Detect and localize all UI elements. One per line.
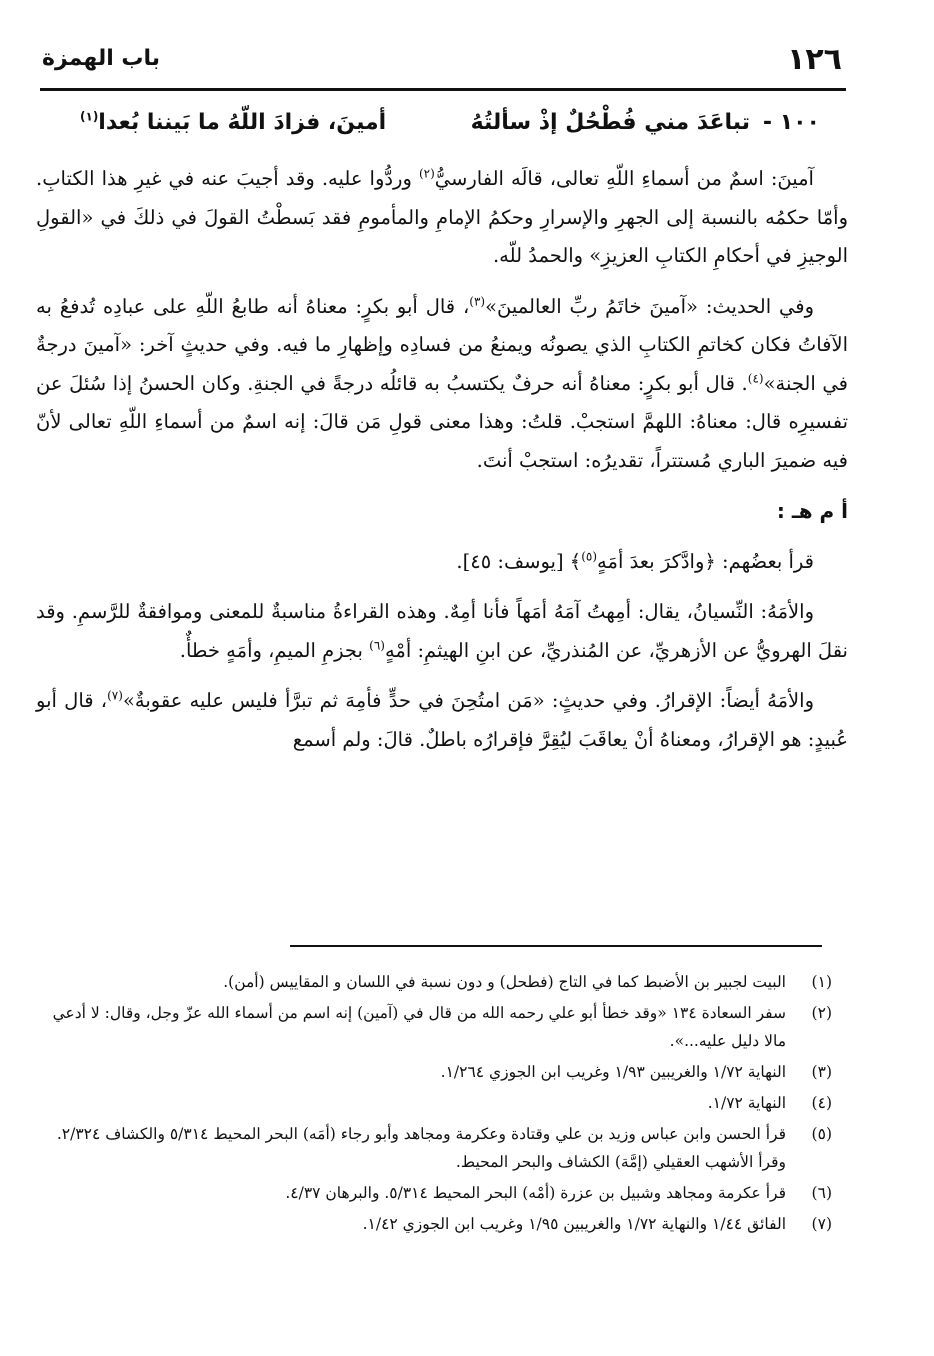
paragraph-text: قرأ بعضُهم: ﴿وادَّكرَ بعدَ أمَهٍ	[597, 549, 814, 573]
footnote-ref-4: (٤)	[747, 371, 764, 385]
footnote-text: سفر السعادة ١٣٤ «وقد خطأ أبو علي رحمه الله من قال في (آمين) إنه اسم من أسماء الله عزّ وجل، وقال: لا أدعي مالا دليل عليه...».	[52, 1004, 786, 1050]
footnote-item	[36, 1179, 832, 1207]
paragraph-text: آمينَ: اسمٌ من أسماءِ اللّهِ تعالى، قالَه الفارسيُّ	[434, 167, 814, 190]
footnote-item	[36, 1210, 832, 1238]
paragraph-forgetting	[36, 593, 848, 670]
header-rule	[40, 88, 846, 91]
verse-first-hemistich: تباعَدَ مني فُطْحُلٌ إذْ سألتُهُ	[470, 110, 750, 135]
footnote-number: (٣)	[811, 1063, 832, 1081]
chapter-title: باب الهمزة	[42, 46, 161, 71]
paragraph-text: والأمَهُ: النِّسيانُ، يقال: أمِهتُ آمَهُ أمَهاً فأنا أمِهٌ. وهذه القراءةُ مناسبةٌ للمعنى وموافقةٌ للرَّسمِ. وقد نقلَ الهرويُّ عن الأزهريِّ، عن المُنذريِّ، عن ابنِ الهيثمِ: أمْهٍ	[36, 600, 848, 662]
footnote-ref-3: (٣)	[469, 294, 486, 308]
verse-second-hemistich	[80, 110, 386, 135]
paragraph-text: ، قال أبو عُبيدٍ: هو الإقرارُ، ومعناهُ أنْ يعاقَبَ ليُقِرَّ فإقرارُه باطلٌ. قالَ: ولم أسمع	[36, 689, 848, 751]
paragraph-text: وردُّوا عليه. وقد أجيبَ عنه في غيرِ هذا الكتابِ. وأمّا حكمُه بالنسبة إلى الجهرِ والإسرارِ وحكمُ الإمامِ والمأمومِ فقد بَسطْتُ القولَ في ذلكَ في «القولِ الوجيزِ في أحكامِ الكتابِ العزيزِ» والحمدُ للّه.	[36, 167, 848, 267]
footnote-number: (٥)	[811, 1125, 832, 1143]
paragraph-text: ﴾ [يوسف: ٤٥].	[456, 549, 582, 573]
page-header	[42, 36, 842, 80]
footnote-ref-5: (٥)	[581, 549, 598, 563]
footnote-text: الفائق ١/٤٤ والنهاية ١/٧٢ والغريبين ١/٩٥ وغريب ابن الجوزي ١/٤٢.	[362, 1215, 786, 1233]
paragraph-text: . قال أبو بكرٍ: معناهُ أنه حرفٌ يكتسبُ به قائلُه درجةً في الجنةِ. وكان الحسنُ إذا سُئلَ عن تفسيرِه قال: معناهُ: اللهمَّ استجبْ. قلتُ: وهذا معنى قولِ مَن قالَ: إنه اسمٌ من أسماءِ اللّهِ تعالى لأنّ فيه ضميرَ الباري مُستتراً، تقديرُه: استجبْ أنتَ.	[36, 371, 848, 472]
paragraph-text: والأمَهُ أيضاً: الإقرارُ. وفي حديثٍ: «مَن امتُحِنَ في حدٍّ فأمِهَ ثم تبرَّأ فليس عليه عقوبةٌ»	[122, 689, 814, 712]
paragraph-amin	[36, 160, 848, 276]
root-heading: أ م هـ :	[776, 499, 848, 523]
footnote-ref-6: (٦)	[369, 638, 385, 652]
footnote-ref-1: (١)	[80, 109, 99, 124]
paragraph-text: وفي الحديث: «آمينَ خاتَمُ ربِّ العالمينَ»	[485, 294, 814, 318]
paragraph-confession	[36, 682, 848, 759]
footnote-text: البيت لجبير بن الأضبط كما في التاج (فطحل) و دون نسبة في اللسان و المقاييس (أمن).	[223, 973, 786, 991]
footnote-number: (١)	[811, 973, 832, 991]
footnote-item	[36, 1120, 832, 1176]
paragraph-text: ، قال أبو بكرٍ: معناهُ أنه طابعُ اللّهِ على عبادِه تُدفعُ به الآفاتُ فكان كخاتمِ الكتابِ الذي يصونُه ويمنعُ من فسادِه وإظهارِ ما فيه. وفي حديثٍ آخر: «آمينَ درجةٌ في الجنة»	[36, 294, 848, 395]
footnote-item	[36, 968, 832, 996]
footnote-item	[36, 999, 832, 1055]
footnote-text: قرأ الحسن وابن عباس وزيد بن علي وقتادة وعكرمة ومجاهد وأبو رجاء (أمَه) البحر المحيط ٥/٣١٤ والكشاف ٢/٣٢٤. وقرأ الأشهب العقيلي (إمَّة) الكشاف والبحر المحيط.	[56, 1125, 786, 1171]
footnote-number: (٧)	[811, 1215, 832, 1233]
paragraph-text: بجزمِ الميمِ، وأمَهٍ خطأٌ.	[179, 638, 370, 662]
footnote-text: قرأ عكرمة ومجاهد وشبيل بن عزرة (أمْه) البحر المحيط ٥/٣١٤. والبرهان ٤/٣٧.	[285, 1184, 786, 1202]
footnote-ref-7: (٧)	[107, 688, 123, 703]
footnote-rule	[290, 945, 822, 947]
page-number: ١٢٦	[787, 42, 842, 77]
footnote-number: (٤)	[811, 1094, 832, 1112]
footnote-item	[36, 1058, 832, 1086]
verse-number: ١٠٠ -	[762, 110, 820, 135]
verse-second-text: أمينَ، فزادَ اللّهُ ما بَيننا بُعدا	[98, 110, 387, 135]
footnote-text: النهاية ١/٧٢ والغريبين ١/٩٣ وغريب ابن الجوزي ١/٢٦٤.	[440, 1063, 786, 1081]
footnote-number: (٢)	[811, 1004, 832, 1022]
paragraph-reading	[36, 543, 848, 582]
footnote-ref-2: (٢)	[418, 166, 435, 181]
footnotes	[36, 968, 832, 1241]
footnote-item	[36, 1089, 832, 1117]
paragraph-hadith	[36, 288, 848, 481]
footnote-number: (٦)	[811, 1184, 832, 1202]
poetry-verse	[80, 110, 820, 150]
footnote-text: النهاية ١/٧٢.	[707, 1094, 786, 1112]
main-text	[36, 160, 848, 771]
